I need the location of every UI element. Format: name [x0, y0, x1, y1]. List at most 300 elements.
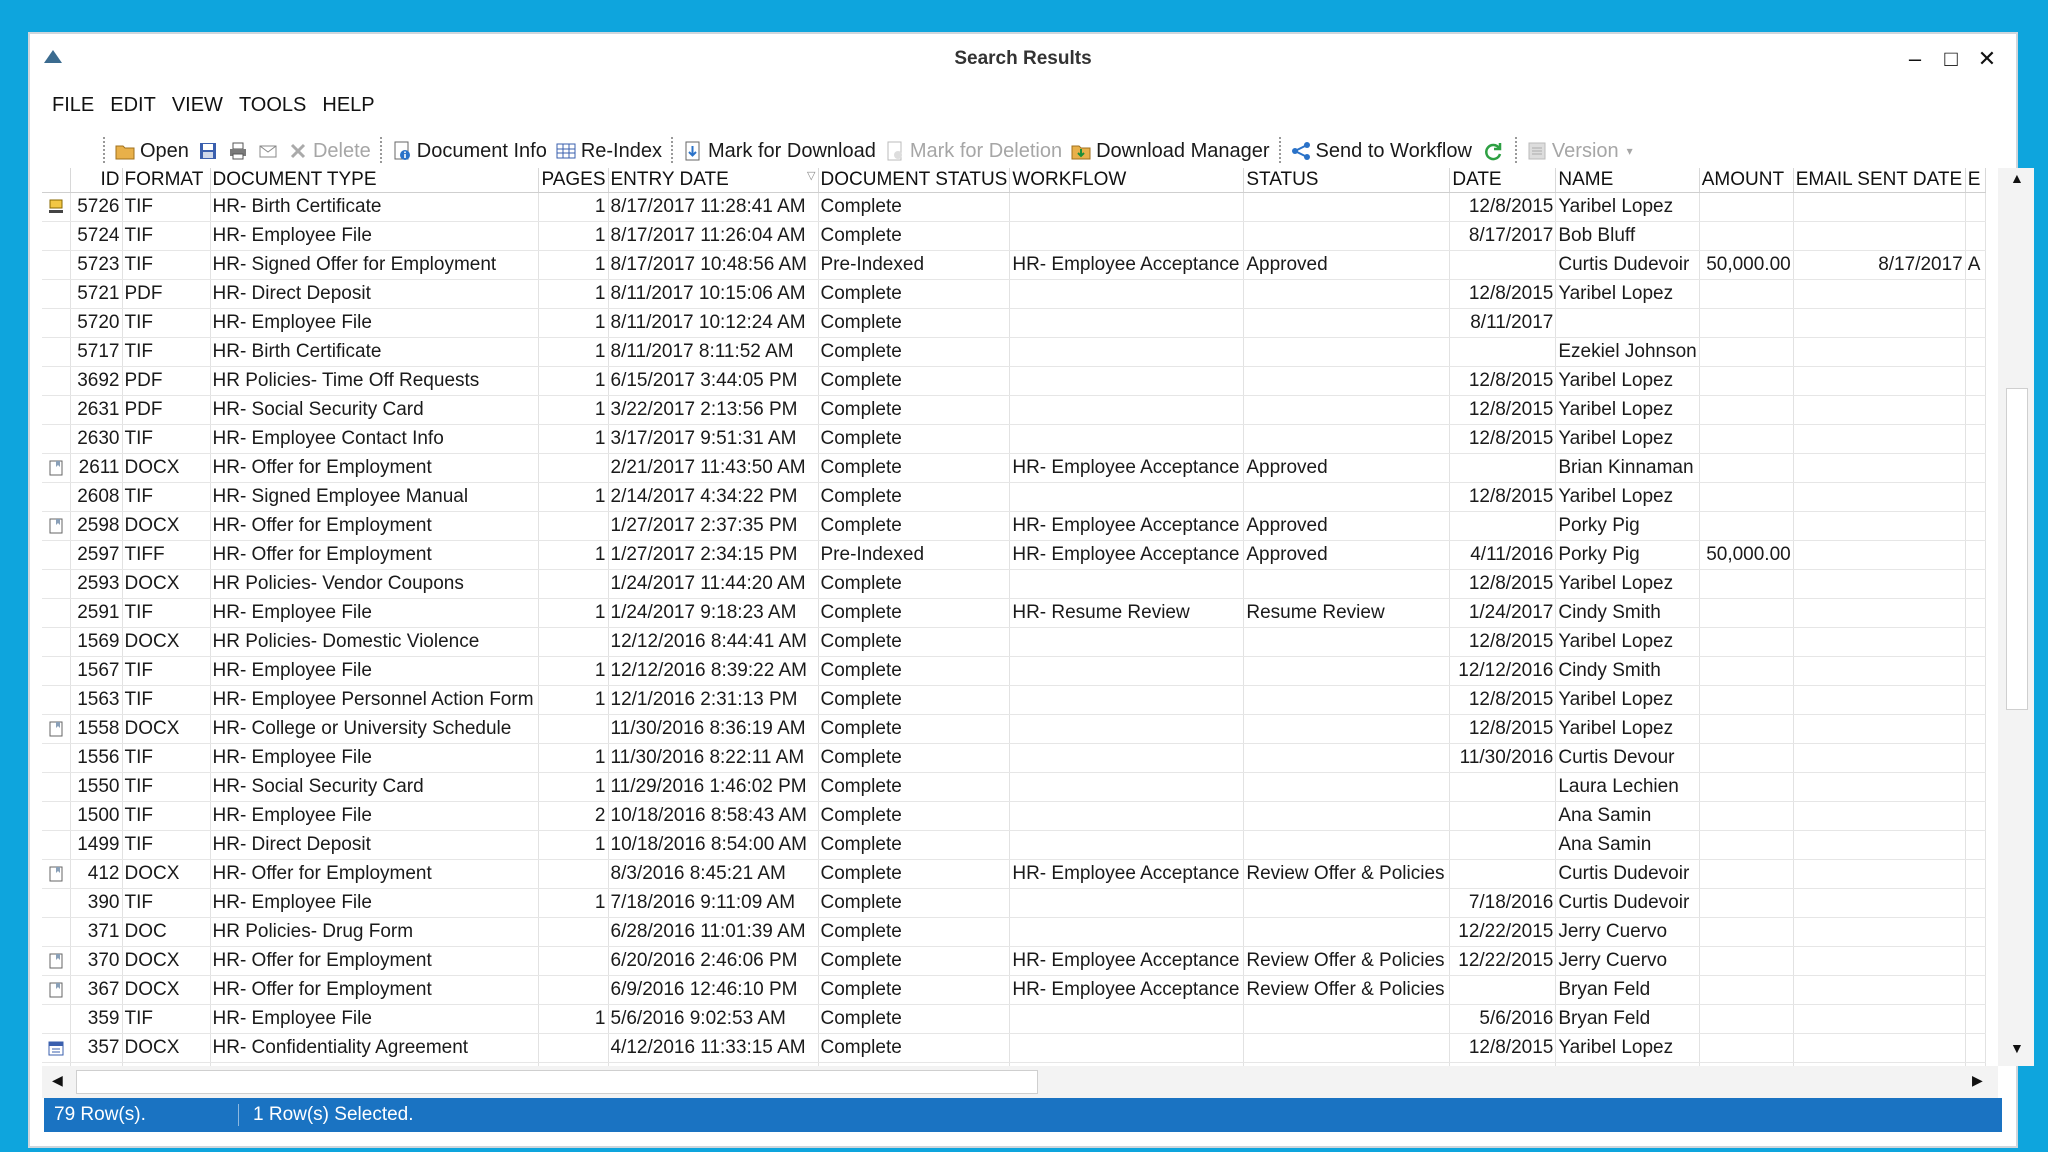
cell-workflow[interactable] — [1010, 396, 1244, 425]
cell-entry-date[interactable]: 1/24/2017 11:44:20 AM — [608, 570, 818, 599]
table-row[interactable] — [42, 338, 1985, 367]
cell-id[interactable]: 2630 — [70, 425, 122, 454]
cell-name[interactable]: Yaribel Lopez — [1556, 715, 1699, 744]
cell-pages[interactable] — [538, 1034, 608, 1063]
cell-id[interactable]: 390 — [70, 889, 122, 918]
cell-flag[interactable] — [42, 425, 70, 454]
cell-e[interactable] — [1965, 628, 1985, 657]
header-status[interactable]: STATUS — [1244, 168, 1450, 193]
cell-status[interactable] — [1244, 193, 1450, 222]
cell-email-sent-date[interactable] — [1793, 193, 1965, 222]
cell-date[interactable]: 12/12/2016 — [1450, 657, 1556, 686]
cell-date[interactable]: 8/17/2017 — [1450, 222, 1556, 251]
cell-workflow[interactable] — [1010, 889, 1244, 918]
cell-document-type[interactable]: HR- Employee Personnel Action Form — [210, 686, 538, 715]
cell-amount[interactable] — [1699, 860, 1793, 889]
cell-id[interactable]: 1500 — [70, 802, 122, 831]
cell-document-status[interactable]: Complete — [818, 280, 1010, 309]
cell-format[interactable]: TIF — [122, 773, 210, 802]
cell-flag[interactable] — [42, 454, 70, 483]
cell-workflow[interactable] — [1010, 773, 1244, 802]
cell-amount[interactable] — [1699, 918, 1793, 947]
cell-e[interactable]: A — [1965, 251, 1985, 280]
cell-document-status[interactable]: Complete — [818, 1034, 1010, 1063]
cell-e[interactable] — [1965, 1005, 1985, 1034]
cell-name[interactable]: Cindy Smith — [1556, 599, 1699, 628]
cell-workflow[interactable] — [1010, 367, 1244, 396]
cell-date[interactable]: 1/24/2017 — [1450, 599, 1556, 628]
cell-document-status[interactable]: Complete — [818, 222, 1010, 251]
cell-flag[interactable] — [42, 512, 70, 541]
cell-id[interactable]: 5723 — [70, 251, 122, 280]
cell-id[interactable]: 357 — [70, 1034, 122, 1063]
cell-document-status[interactable]: Complete — [818, 193, 1010, 222]
cell-workflow[interactable] — [1010, 802, 1244, 831]
table-row[interactable] — [42, 860, 1985, 889]
cell-document-status[interactable]: Complete — [818, 831, 1010, 860]
cell-document-status[interactable]: Complete — [818, 599, 1010, 628]
table-row[interactable] — [42, 744, 1985, 773]
horizontal-scroll-thumb[interactable] — [76, 1070, 1038, 1094]
cell-amount[interactable] — [1699, 599, 1793, 628]
table-row[interactable] — [42, 918, 1985, 947]
cell-status[interactable] — [1244, 831, 1450, 860]
cell-id[interactable]: 371 — [70, 918, 122, 947]
cell-flag[interactable] — [42, 541, 70, 570]
cell-amount[interactable] — [1699, 338, 1793, 367]
cell-status[interactable] — [1244, 628, 1450, 657]
cell-entry-date[interactable]: 1/27/2017 2:37:35 PM — [608, 512, 818, 541]
cell-amount[interactable]: 50,000.00 — [1699, 541, 1793, 570]
cell-document-status[interactable]: Complete — [818, 773, 1010, 802]
cell-email-sent-date[interactable] — [1793, 1034, 1965, 1063]
cell-document-type[interactable]: HR- Offer for Employment — [210, 947, 538, 976]
cell-name[interactable]: Curtis Dudevoir — [1556, 889, 1699, 918]
cell-name[interactable]: Yaribel Lopez — [1556, 280, 1699, 309]
cell-date[interactable]: 12/22/2015 — [1450, 947, 1556, 976]
cell-workflow[interactable]: HR- Employee Acceptance — [1010, 976, 1244, 1005]
cell-date[interactable]: 12/8/2015 — [1450, 280, 1556, 309]
cell-email-sent-date[interactable] — [1793, 570, 1965, 599]
cell-amount[interactable] — [1699, 686, 1793, 715]
cell-document-type[interactable]: HR- Employee File — [210, 744, 538, 773]
header-document-type[interactable]: DOCUMENT TYPE — [210, 168, 538, 193]
cell-pages[interactable] — [538, 512, 608, 541]
cell-document-type[interactable]: HR- Signed Offer for Employment — [210, 251, 538, 280]
cell-status[interactable] — [1244, 338, 1450, 367]
cell-status[interactable] — [1244, 1005, 1450, 1034]
cell-entry-date[interactable]: 11/29/2016 1:46:02 PM — [608, 773, 818, 802]
cell-amount[interactable] — [1699, 280, 1793, 309]
cell-status[interactable]: Approved — [1244, 454, 1450, 483]
cell-workflow[interactable] — [1010, 744, 1244, 773]
cell-format[interactable]: DOCX — [122, 454, 210, 483]
cell-pages[interactable]: 1 — [538, 193, 608, 222]
cell-amount[interactable] — [1699, 425, 1793, 454]
cell-document-status[interactable]: Complete — [818, 570, 1010, 599]
version-dropdown[interactable] — [1522, 140, 1637, 163]
cell-id[interactable]: 1499 — [70, 831, 122, 860]
cell-name[interactable]: Ezekiel Johnson — [1556, 338, 1699, 367]
cell-entry-date[interactable]: 3/22/2017 2:13:56 PM — [608, 396, 818, 425]
table-row[interactable] — [42, 280, 1985, 309]
table-row[interactable] — [42, 976, 1985, 1005]
cell-document-status[interactable]: Complete — [818, 425, 1010, 454]
cell-entry-date[interactable]: 6/20/2016 2:46:06 PM — [608, 947, 818, 976]
cell-name[interactable]: Yaribel Lopez — [1556, 193, 1699, 222]
cell-amount[interactable] — [1699, 831, 1793, 860]
cell-status[interactable] — [1244, 715, 1450, 744]
cell-date[interactable]: 12/8/2015 — [1450, 193, 1556, 222]
cell-pages[interactable]: 1 — [538, 1005, 608, 1034]
cell-pages[interactable]: 1 — [538, 831, 608, 860]
header-date[interactable]: DATE — [1450, 168, 1556, 193]
cell-document-type[interactable]: HR- Birth Certificate — [210, 193, 538, 222]
close-button[interactable]: ✕ — [1977, 46, 1997, 71]
cell-status[interactable]: Review Offer & Policies — [1244, 947, 1450, 976]
cell-workflow[interactable] — [1010, 686, 1244, 715]
cell-date[interactable] — [1450, 512, 1556, 541]
cell-e[interactable] — [1965, 947, 1985, 976]
cell-date[interactable]: 12/8/2015 — [1450, 686, 1556, 715]
cell-id[interactable]: 412 — [70, 860, 122, 889]
cell-flag[interactable] — [42, 396, 70, 425]
open-button[interactable] — [110, 140, 193, 163]
cell-name[interactable]: Bryan Feld — [1556, 1005, 1699, 1034]
cell-amount[interactable] — [1699, 773, 1793, 802]
cell-date[interactable]: 12/8/2015 — [1450, 715, 1556, 744]
cell-format[interactable]: DOCX — [122, 976, 210, 1005]
cell-document-status[interactable]: Complete — [818, 889, 1010, 918]
table-row[interactable] — [42, 309, 1985, 338]
table-row[interactable] — [42, 1005, 1985, 1034]
cell-entry-date[interactable]: 12/12/2016 8:44:41 AM — [608, 628, 818, 657]
cell-format[interactable]: PDF — [122, 396, 210, 425]
cell-status[interactable]: Resume Review — [1244, 599, 1450, 628]
cell-email-sent-date[interactable] — [1793, 976, 1965, 1005]
table-row[interactable] — [42, 686, 1985, 715]
cell-status[interactable]: Approved — [1244, 512, 1450, 541]
cell-entry-date[interactable]: 8/11/2017 10:15:06 AM — [608, 280, 818, 309]
cell-name[interactable]: Yaribel Lopez — [1556, 425, 1699, 454]
cell-pages[interactable]: 1 — [538, 367, 608, 396]
reindex-button[interactable] — [551, 140, 666, 163]
menu-edit[interactable]: EDIT — [110, 94, 156, 116]
cell-status[interactable] — [1244, 657, 1450, 686]
cell-document-status[interactable]: Complete — [818, 744, 1010, 773]
scroll-up-icon[interactable]: ▲ — [2010, 170, 2024, 186]
cell-email-sent-date[interactable] — [1793, 715, 1965, 744]
cell-email-sent-date[interactable] — [1793, 599, 1965, 628]
cell-amount[interactable] — [1699, 454, 1793, 483]
table-row[interactable] — [42, 831, 1985, 860]
cell-entry-date[interactable]: 4/12/2016 11:33:15 AM — [608, 1034, 818, 1063]
cell-format[interactable]: TIF — [122, 744, 210, 773]
cell-document-type[interactable]: HR- Offer for Employment — [210, 454, 538, 483]
mark-for-download-button[interactable] — [678, 140, 880, 163]
cell-email-sent-date[interactable] — [1793, 657, 1965, 686]
cell-format[interactable]: TIF — [122, 686, 210, 715]
table-row[interactable] — [42, 396, 1985, 425]
cell-entry-date[interactable]: 8/17/2017 11:26:04 AM — [608, 222, 818, 251]
cell-entry-date[interactable]: 7/18/2016 9:11:09 AM — [608, 889, 818, 918]
cell-document-status[interactable]: Complete — [818, 715, 1010, 744]
cell-flag[interactable] — [42, 947, 70, 976]
cell-id[interactable]: 1569 — [70, 628, 122, 657]
cell-e[interactable] — [1965, 744, 1985, 773]
table-row[interactable] — [42, 512, 1985, 541]
cell-amount[interactable] — [1699, 1005, 1793, 1034]
cell-document-status[interactable]: Complete — [818, 483, 1010, 512]
horizontal-scrollbar[interactable] — [42, 1066, 1998, 1098]
cell-date[interactable]: 12/8/2015 — [1450, 483, 1556, 512]
cell-workflow[interactable]: HR- Employee Acceptance — [1010, 251, 1244, 280]
cell-name[interactable]: Ana Samin — [1556, 831, 1699, 860]
cell-id[interactable]: 2611 — [70, 454, 122, 483]
cell-document-status[interactable]: Complete — [818, 628, 1010, 657]
table-row[interactable] — [42, 1034, 1985, 1063]
cell-workflow[interactable] — [1010, 309, 1244, 338]
cell-date[interactable]: 12/8/2015 — [1450, 570, 1556, 599]
cell-date[interactable]: 12/8/2015 — [1450, 396, 1556, 425]
cell-date[interactable] — [1450, 454, 1556, 483]
cell-workflow[interactable] — [1010, 657, 1244, 686]
cell-document-status[interactable]: Complete — [818, 947, 1010, 976]
cell-email-sent-date[interactable] — [1793, 947, 1965, 976]
cell-document-type[interactable]: HR- Employee File — [210, 889, 538, 918]
cell-document-status[interactable]: Complete — [818, 512, 1010, 541]
cell-entry-date[interactable]: 10/18/2016 8:58:43 AM — [608, 802, 818, 831]
cell-name[interactable]: Porky Pig — [1556, 541, 1699, 570]
cell-entry-date[interactable]: 11/30/2016 8:22:11 AM — [608, 744, 818, 773]
cell-flag[interactable] — [42, 860, 70, 889]
cell-name[interactable]: Bob Bluff — [1556, 222, 1699, 251]
menu-help[interactable]: HELP — [322, 94, 375, 116]
cell-date[interactable]: 12/8/2015 — [1450, 425, 1556, 454]
cell-id[interactable]: 359 — [70, 1005, 122, 1034]
cell-entry-date[interactable]: 1/24/2017 9:18:23 AM — [608, 599, 818, 628]
cell-email-sent-date[interactable] — [1793, 860, 1965, 889]
cell-e[interactable] — [1965, 976, 1985, 1005]
cell-format[interactable]: PDF — [122, 280, 210, 309]
cell-id[interactable]: 1563 — [70, 686, 122, 715]
cell-amount[interactable] — [1699, 744, 1793, 773]
save-icon[interactable] — [197, 140, 219, 162]
cell-format[interactable]: DOCX — [122, 1034, 210, 1063]
cell-entry-date[interactable]: 8/3/2016 8:45:21 AM — [608, 860, 818, 889]
cell-document-status[interactable]: Complete — [818, 1005, 1010, 1034]
cell-name[interactable]: Jerry Cuervo — [1556, 947, 1699, 976]
cell-format[interactable]: PDF — [122, 367, 210, 396]
cell-e[interactable] — [1965, 1034, 1985, 1063]
cell-status[interactable] — [1244, 773, 1450, 802]
cell-flag[interactable] — [42, 483, 70, 512]
header-document-status[interactable]: DOCUMENT STATUS — [818, 168, 1010, 193]
header-email-sent-date[interactable]: EMAIL SENT DATE — [1793, 168, 1965, 193]
cell-status[interactable] — [1244, 367, 1450, 396]
cell-e[interactable] — [1965, 338, 1985, 367]
cell-email-sent-date[interactable] — [1793, 628, 1965, 657]
cell-format[interactable]: TIF — [122, 802, 210, 831]
cell-document-type[interactable]: HR- Offer for Employment — [210, 512, 538, 541]
cell-email-sent-date[interactable] — [1793, 831, 1965, 860]
cell-document-status[interactable]: Pre-Indexed — [818, 251, 1010, 280]
cell-name[interactable]: Porky Pig — [1556, 512, 1699, 541]
cell-flag[interactable] — [42, 222, 70, 251]
cell-workflow[interactable] — [1010, 193, 1244, 222]
cell-e[interactable] — [1965, 367, 1985, 396]
cell-e[interactable] — [1965, 222, 1985, 251]
cell-document-status[interactable]: Complete — [818, 367, 1010, 396]
cell-amount[interactable] — [1699, 483, 1793, 512]
cell-status[interactable] — [1244, 309, 1450, 338]
cell-id[interactable]: 1567 — [70, 657, 122, 686]
cell-date[interactable]: 12/8/2015 — [1450, 367, 1556, 396]
cell-e[interactable] — [1965, 396, 1985, 425]
cell-e[interactable] — [1965, 280, 1985, 309]
table-row[interactable] — [42, 222, 1985, 251]
cell-document-type[interactable]: HR- Employee File — [210, 1005, 538, 1034]
cell-id[interactable]: 5721 — [70, 280, 122, 309]
cell-amount[interactable] — [1699, 889, 1793, 918]
minimize-button[interactable]: ‒ — [1908, 46, 1922, 71]
cell-e[interactable] — [1965, 831, 1985, 860]
cell-workflow[interactable]: HR- Employee Acceptance — [1010, 454, 1244, 483]
cell-id[interactable]: 1558 — [70, 715, 122, 744]
table-row[interactable] — [42, 483, 1985, 512]
cell-status[interactable] — [1244, 889, 1450, 918]
cell-name[interactable]: Yaribel Lopez — [1556, 628, 1699, 657]
cell-format[interactable]: TIF — [122, 425, 210, 454]
cell-amount[interactable] — [1699, 947, 1793, 976]
table-row[interactable] — [42, 570, 1985, 599]
cell-id[interactable]: 2608 — [70, 483, 122, 512]
cell-document-status[interactable]: Complete — [818, 686, 1010, 715]
cell-pages[interactable]: 1 — [538, 541, 608, 570]
cell-workflow[interactable]: HR- Resume Review — [1010, 599, 1244, 628]
cell-amount[interactable] — [1699, 628, 1793, 657]
cell-flag[interactable] — [42, 715, 70, 744]
cell-id[interactable]: 2591 — [70, 599, 122, 628]
cell-name[interactable]: Laura Lechien — [1556, 773, 1699, 802]
cell-pages[interactable] — [538, 715, 608, 744]
cell-entry-date[interactable]: 10/18/2016 8:54:00 AM — [608, 831, 818, 860]
cell-id[interactable]: 1550 — [70, 773, 122, 802]
cell-flag[interactable] — [42, 802, 70, 831]
cell-amount[interactable] — [1699, 657, 1793, 686]
cell-document-type[interactable]: HR- Social Security Card — [210, 773, 538, 802]
cell-entry-date[interactable]: 8/11/2017 8:11:52 AM — [608, 338, 818, 367]
cell-name[interactable]: Yaribel Lopez — [1556, 483, 1699, 512]
cell-format[interactable]: TIF — [122, 193, 210, 222]
cell-document-type[interactable]: HR- Offer for Employment — [210, 541, 538, 570]
cell-status[interactable] — [1244, 222, 1450, 251]
cell-e[interactable] — [1965, 860, 1985, 889]
cell-email-sent-date[interactable] — [1793, 1005, 1965, 1034]
cell-format[interactable]: TIFF — [122, 541, 210, 570]
cell-date[interactable]: 11/30/2016 — [1450, 744, 1556, 773]
cell-email-sent-date[interactable] — [1793, 367, 1965, 396]
cell-date[interactable]: 8/11/2017 — [1450, 309, 1556, 338]
delete-button[interactable] — [283, 140, 375, 163]
header-format[interactable]: FORMAT — [122, 168, 210, 193]
table-row[interactable] — [42, 599, 1985, 628]
cell-pages[interactable]: 1 — [538, 686, 608, 715]
cell-pages[interactable] — [538, 628, 608, 657]
header-name[interactable]: NAME — [1556, 168, 1699, 193]
refresh-icon[interactable] — [1482, 140, 1504, 162]
cell-entry-date[interactable]: 1/27/2017 2:34:15 PM — [608, 541, 818, 570]
cell-document-type[interactable]: HR- Employee File — [210, 309, 538, 338]
cell-flag[interactable] — [42, 367, 70, 396]
cell-format[interactable]: TIF — [122, 309, 210, 338]
cell-e[interactable] — [1965, 918, 1985, 947]
cell-status[interactable]: Review Offer & Policies — [1244, 860, 1450, 889]
cell-date[interactable]: 4/11/2016 — [1450, 541, 1556, 570]
cell-document-status[interactable]: Complete — [818, 338, 1010, 367]
cell-document-type[interactable]: HR Policies- Time Off Requests — [210, 367, 538, 396]
cell-document-type[interactable]: HR- Social Security Card — [210, 396, 538, 425]
cell-id[interactable]: 5724 — [70, 222, 122, 251]
cell-email-sent-date[interactable] — [1793, 773, 1965, 802]
cell-status[interactable] — [1244, 280, 1450, 309]
cell-document-type[interactable]: HR- Employee File — [210, 657, 538, 686]
cell-name[interactable]: Curtis Dudevoir — [1556, 860, 1699, 889]
cell-status[interactable] — [1244, 425, 1450, 454]
cell-flag[interactable] — [42, 570, 70, 599]
cell-workflow[interactable] — [1010, 483, 1244, 512]
cell-id[interactable]: 5720 — [70, 309, 122, 338]
cell-name[interactable]: Yaribel Lopez — [1556, 396, 1699, 425]
cell-amount[interactable] — [1699, 802, 1793, 831]
cell-amount[interactable] — [1699, 222, 1793, 251]
cell-document-status[interactable]: Complete — [818, 976, 1010, 1005]
cell-date[interactable]: 5/6/2016 — [1450, 1005, 1556, 1034]
cell-e[interactable] — [1965, 309, 1985, 338]
cell-name[interactable]: Curtis Dudevoir — [1556, 251, 1699, 280]
cell-document-type[interactable]: HR- Offer for Employment — [210, 976, 538, 1005]
table-row[interactable] — [42, 251, 1985, 280]
cell-e[interactable] — [1965, 889, 1985, 918]
cell-date[interactable]: 12/8/2015 — [1450, 1034, 1556, 1063]
cell-entry-date[interactable]: 6/9/2016 12:46:10 PM — [608, 976, 818, 1005]
cell-e[interactable] — [1965, 541, 1985, 570]
cell-pages[interactable]: 1 — [538, 396, 608, 425]
cell-flag[interactable] — [42, 976, 70, 1005]
document-info-button[interactable] — [387, 140, 551, 163]
cell-name[interactable]: Yaribel Lopez — [1556, 1034, 1699, 1063]
cell-format[interactable]: DOCX — [122, 715, 210, 744]
cell-date[interactable] — [1450, 802, 1556, 831]
cell-entry-date[interactable]: 5/6/2016 9:02:53 AM — [608, 1005, 818, 1034]
cell-pages[interactable]: 1 — [538, 889, 608, 918]
cell-status[interactable]: Approved — [1244, 541, 1450, 570]
cell-format[interactable]: TIF — [122, 657, 210, 686]
cell-flag[interactable] — [42, 338, 70, 367]
cell-email-sent-date[interactable] — [1793, 918, 1965, 947]
cell-flag[interactable] — [42, 309, 70, 338]
send-to-workflow-button[interactable] — [1286, 140, 1476, 163]
cell-entry-date[interactable]: 12/12/2016 8:39:22 AM — [608, 657, 818, 686]
cell-email-sent-date[interactable] — [1793, 396, 1965, 425]
email-icon[interactable] — [257, 140, 279, 162]
cell-entry-date[interactable]: 8/17/2017 11:28:41 AM — [608, 193, 818, 222]
cell-workflow[interactable] — [1010, 570, 1244, 599]
cell-date[interactable]: 12/22/2015 — [1450, 918, 1556, 947]
cell-status[interactable] — [1244, 918, 1450, 947]
cell-name[interactable]: Yaribel Lopez — [1556, 570, 1699, 599]
cell-format[interactable]: DOCX — [122, 570, 210, 599]
